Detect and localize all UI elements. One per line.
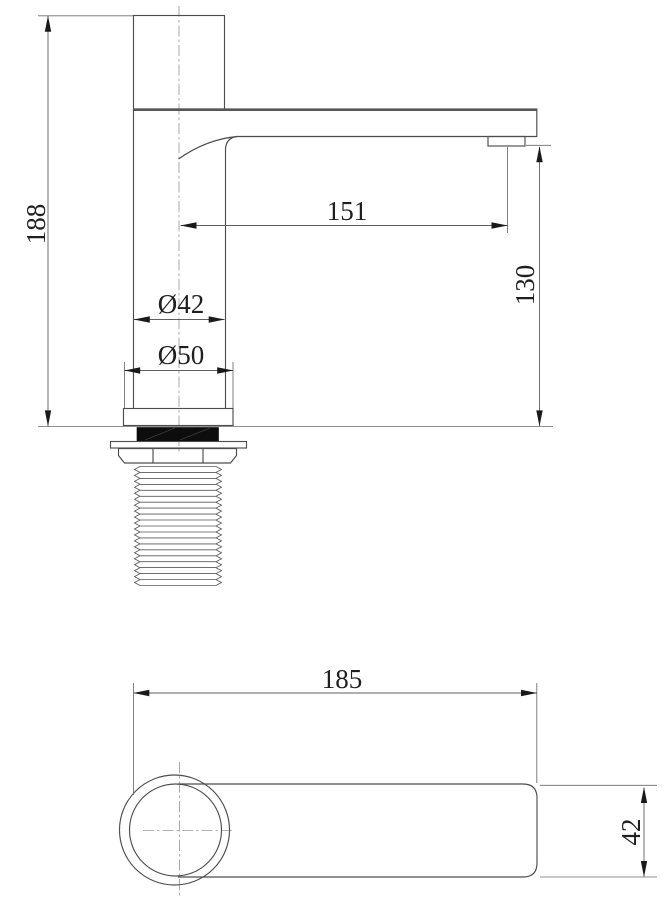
arrow-left-icon [124, 367, 140, 373]
dim-text-spout-reach: 151 [326, 196, 368, 226]
dim-overall-length [133, 664, 537, 795]
spout-outline [226, 111, 537, 409]
thread-lines [135, 467, 222, 586]
dim-text-base-diameter: Ø50 [157, 340, 205, 370]
base-flange [124, 409, 234, 426]
mounting-nut [119, 449, 237, 464]
dim-spout-reach [181, 147, 508, 233]
dim-text-spout-width: 42 [616, 818, 646, 846]
dim-text-overall-height: 188 [21, 203, 51, 245]
nut-facet-lines [153, 449, 203, 463]
washer-plate [111, 442, 247, 449]
arrow-up-icon [45, 16, 51, 32]
arrow-right-icon [492, 222, 508, 228]
dim-text-outlet-height: 130 [510, 264, 540, 306]
dim-text-overall-length: 185 [321, 664, 363, 694]
body-circle [130, 784, 222, 876]
arrow-right-icon [521, 690, 537, 696]
base-flange-circle [120, 775, 230, 885]
arrow-down-icon [641, 861, 647, 877]
dim-body-diameter [134, 289, 225, 323]
arrow-right-icon [209, 316, 225, 322]
arrow-left-icon [134, 316, 150, 322]
aerator [488, 137, 525, 147]
top-view [120, 664, 658, 896]
dim-text-body-diameter: Ø42 [157, 289, 205, 319]
front-view [21, 6, 553, 586]
arrow-left-icon [181, 222, 197, 228]
arrow-down-icon [536, 410, 542, 426]
dim-outlet-height [510, 145, 551, 426]
arrow-left-icon [133, 690, 149, 696]
spout-underside-curve [179, 137, 238, 160]
arrow-up-icon [536, 146, 542, 162]
dim-spout-width [540, 785, 657, 877]
arrow-down-icon [45, 410, 51, 426]
dim-overall-height [21, 16, 553, 427]
arrow-up-icon [641, 787, 647, 803]
